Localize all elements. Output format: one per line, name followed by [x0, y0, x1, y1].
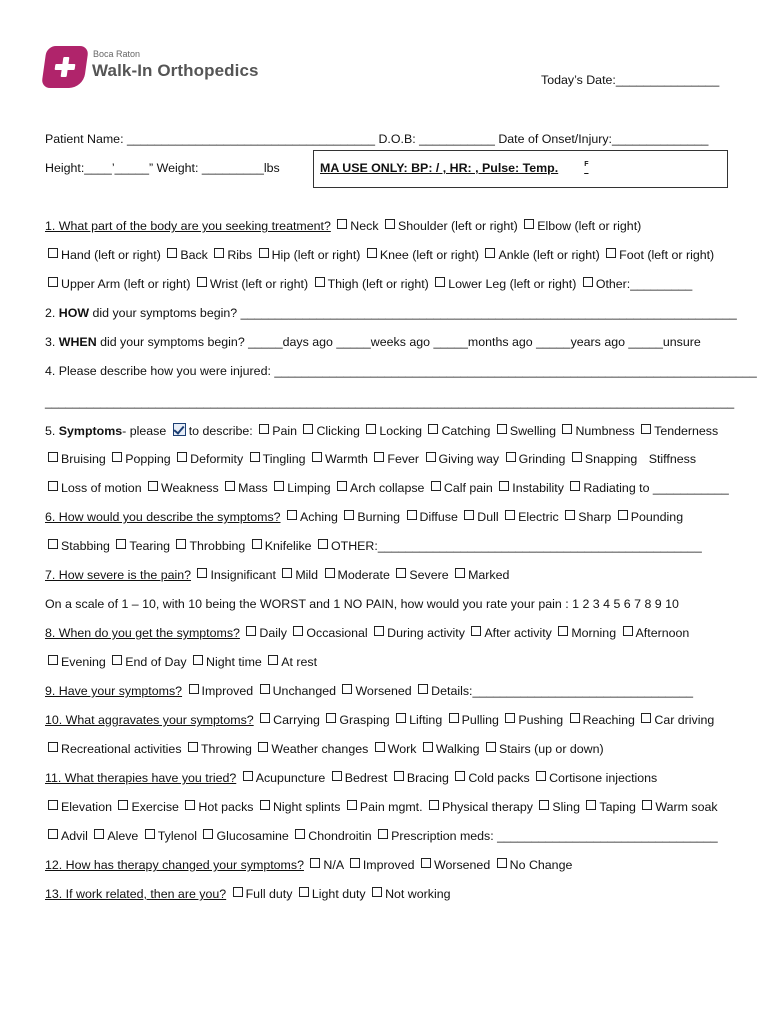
checkbox[interactable]: [243, 771, 253, 781]
checkbox[interactable]: [375, 742, 385, 752]
checkbox[interactable]: [499, 481, 509, 491]
patient-info-line[interactable]: Patient Name: ____________________________________ D.O.B: ___________ Date of Onset/Injury:______________: [45, 132, 709, 146]
checkbox[interactable]: [148, 481, 158, 491]
q13-row: 13. If work related, then are you? Full duty Light duty Not working: [45, 887, 451, 901]
q12-question: 12. How has therapy changed your symptoms?: [45, 858, 304, 872]
checkbox[interactable]: [259, 248, 269, 258]
q5-row2: Bruising Popping Deformity Tingling Warmth Fever Giving way Grinding Snapping Stiffness: [45, 452, 696, 466]
checkbox[interactable]: [260, 713, 270, 723]
checkbox[interactable]: [193, 655, 203, 665]
q7-question: 7. How severe is the pain?: [45, 568, 192, 582]
q9-row: 9. Have your symptoms? Improved Unchanged Worsened Details:________________________________: [45, 684, 693, 698]
checkbox[interactable]: [378, 829, 388, 839]
pain-scale-row[interactable]: On a scale of 1 – 10, with 10 being the WORST and 1 NO PAIN, how would you rate your pain : 1 2 3 4 5 6 7 8 9 10: [45, 597, 679, 611]
checkbox[interactable]: [536, 771, 546, 781]
checkbox[interactable]: [197, 277, 207, 287]
checkbox[interactable]: [618, 510, 628, 520]
checkbox[interactable]: [177, 452, 187, 462]
checkbox[interactable]: [426, 452, 436, 462]
q11-row3: Advil Aleve Tylenol Glucosamine Chondroitin Prescription meds: ________________________________: [45, 829, 718, 843]
checkbox[interactable]: [428, 424, 438, 434]
checkbox[interactable]: [118, 800, 128, 810]
checkbox[interactable]: [606, 248, 616, 258]
checkbox[interactable]: [385, 219, 395, 229]
checkbox[interactable]: [506, 452, 516, 462]
checkbox[interactable]: [185, 800, 195, 810]
checkbox[interactable]: [423, 742, 433, 752]
checkbox[interactable]: [471, 626, 481, 636]
checkbox[interactable]: [570, 713, 580, 723]
checkbox[interactable]: [505, 713, 515, 723]
checkbox[interactable]: [250, 452, 260, 462]
q7-row: 7. How severe is the pain? Insignificant Mild Moderate Severe Marked: [45, 568, 510, 582]
checkbox[interactable]: [293, 626, 303, 636]
checkbox[interactable]: [48, 655, 58, 665]
checked-box-icon: [173, 423, 186, 436]
checkbox[interactable]: [214, 248, 224, 258]
checkbox[interactable]: [350, 858, 360, 868]
checkbox[interactable]: [505, 510, 515, 520]
checkbox[interactable]: [203, 829, 213, 839]
checkbox[interactable]: [429, 800, 439, 810]
q8-question: 8. When do you get the symptoms?: [45, 626, 240, 640]
q11-question: 11. What therapies have you tried?: [45, 771, 237, 785]
checkbox[interactable]: [176, 539, 186, 549]
checkbox[interactable]: [332, 771, 342, 781]
checkbox[interactable]: [48, 829, 58, 839]
checkbox[interactable]: [112, 452, 122, 462]
checkbox[interactable]: [641, 424, 651, 434]
checkbox[interactable]: [48, 742, 58, 752]
checkbox[interactable]: [464, 510, 474, 520]
checkbox[interactable]: [565, 510, 575, 520]
checkbox[interactable]: [497, 424, 507, 434]
q1-row: 1. What part of the body are you seeking treatment? Neck Shoulder (left or right) Elbow (left or right): [45, 219, 642, 233]
checkbox[interactable]: [497, 858, 507, 868]
checkbox[interactable]: [260, 800, 270, 810]
checkbox[interactable]: [431, 481, 441, 491]
checkbox[interactable]: [189, 684, 199, 694]
checkbox[interactable]: [282, 568, 292, 578]
checkbox[interactable]: [145, 829, 155, 839]
q3-row[interactable]: 3. WHEN did your symptoms begin? _____days ago _____weeks ago _____months ago _____years ago _____unsure: [45, 335, 701, 349]
checkbox[interactable]: [287, 510, 297, 520]
checkbox[interactable]: [325, 568, 335, 578]
todays-date-field[interactable]: Today’s Date:_______________: [541, 73, 720, 87]
checkbox[interactable]: [48, 539, 58, 549]
q10-row: 10. What aggravates your symptoms? Carrying Grasping Lifting Pulling Pushing Reaching Car driving: [45, 713, 715, 727]
checkbox[interactable]: [48, 277, 58, 287]
checkbox[interactable]: [337, 219, 347, 229]
checkbox[interactable]: [570, 481, 580, 491]
logo-name: Walk-In Orthopedics: [92, 61, 259, 80]
checkbox[interactable]: [310, 858, 320, 868]
checkbox[interactable]: [48, 800, 58, 810]
checkbox[interactable]: [274, 481, 284, 491]
checkbox[interactable]: [421, 858, 431, 868]
checkbox[interactable]: [337, 481, 347, 491]
checkbox[interactable]: [233, 887, 243, 897]
checkbox[interactable]: [167, 248, 177, 258]
checkbox[interactable]: [48, 452, 58, 462]
checkbox[interactable]: [295, 829, 305, 839]
logo-location: Boca Raton: [93, 49, 141, 59]
checkbox[interactable]: [347, 800, 357, 810]
q6-question: 6. How would you describe the symptoms?: [45, 510, 281, 524]
checkbox[interactable]: [623, 626, 633, 636]
checkbox[interactable]: [94, 829, 104, 839]
checkbox[interactable]: [197, 568, 207, 578]
q4-continuation-line[interactable]: ____________________________________________________________________________________________________: [45, 395, 735, 409]
checkbox[interactable]: [558, 626, 568, 636]
checkbox[interactable]: [486, 742, 496, 752]
checkbox[interactable]: [583, 277, 593, 287]
checkbox[interactable]: [344, 510, 354, 520]
height-weight-line[interactable]: Height:____’_____” Weight: _________lbs: [45, 161, 280, 175]
checkbox[interactable]: [260, 684, 270, 694]
q9-question: 9. Have your symptoms?: [45, 684, 183, 698]
checkbox[interactable]: [449, 713, 459, 723]
q4-row[interactable]: 4. Please describe how you were injured: ______________________________________________________________________: [45, 364, 757, 378]
checkbox[interactable]: [524, 219, 534, 229]
checkbox[interactable]: [116, 539, 126, 549]
checkbox[interactable]: [225, 481, 235, 491]
checkbox[interactable]: [48, 248, 58, 258]
checkbox[interactable]: [326, 713, 336, 723]
q2-row[interactable]: 2. HOW did your symptoms begin? ________________________________________________________________________: [45, 306, 737, 320]
checkbox[interactable]: [367, 248, 377, 258]
checkbox[interactable]: [259, 424, 269, 434]
q6-row: 6. How would you describe the symptoms? Aching Burning Diffuse Dull Electric Sharp Pounding: [45, 510, 684, 524]
clinic-logo: [44, 46, 304, 88]
checkbox[interactable]: [455, 568, 465, 578]
q13-question: 13. If work related, then are you?: [45, 887, 227, 901]
checkbox[interactable]: [455, 771, 465, 781]
checkbox[interactable]: [396, 568, 406, 578]
q8-row: 8. When do you get the symptoms? Daily Occasional During activity After activity Morning Afternoon: [45, 626, 690, 640]
checkbox[interactable]: [407, 510, 417, 520]
checkbox[interactable]: [342, 684, 352, 694]
checkbox[interactable]: [642, 800, 652, 810]
q1-row2: Hand (left or right) Back Ribs Hip (left or right) Knee (left or right) Ankle (left or right) Foot (left or right): [45, 248, 714, 262]
checkbox[interactable]: [586, 800, 596, 810]
checkbox[interactable]: [268, 655, 278, 665]
q11-row2: Elevation Exercise Hot packs Night splints Pain mgmt. Physical therapy Sling Taping Warm soak: [45, 800, 718, 814]
checkbox[interactable]: [418, 684, 428, 694]
checkbox[interactable]: [188, 742, 198, 752]
checkbox[interactable]: [572, 452, 582, 462]
checkbox[interactable]: [303, 424, 313, 434]
checkbox[interactable]: [374, 626, 384, 636]
checkbox[interactable]: [374, 452, 384, 462]
checkbox[interactable]: [312, 452, 322, 462]
checkbox[interactable]: [299, 887, 309, 897]
checkbox[interactable]: [435, 277, 445, 287]
q1-question: 1. What part of the body are you seeking treatment?: [45, 219, 331, 233]
q1-row3: Upper Arm (left or right) Wrist (left or right) Thigh (left or right) Lower Leg (left or right) Other:_________: [45, 277, 692, 291]
ma-use-vitals[interactable]: MA USE ONLY: BP: / , HR: , Pulse: Temp. $^F$: [320, 161, 589, 175]
checkbox[interactable]: [318, 539, 328, 549]
checkbox[interactable]: [539, 800, 549, 810]
checkbox[interactable]: [112, 655, 122, 665]
checkbox[interactable]: [485, 248, 495, 258]
q10-row2: Recreational activities Throwing Weather changes Work Walking Stairs (up or down): [45, 742, 604, 756]
checkbox[interactable]: [258, 742, 268, 752]
checkbox[interactable]: [48, 481, 58, 491]
checkbox[interactable]: [372, 887, 382, 897]
checkbox[interactable]: [315, 277, 325, 287]
checkbox[interactable]: [641, 713, 651, 723]
checkbox[interactable]: [246, 626, 256, 636]
q5-row: 5. Symptoms- please to describe: Pain Clicking Locking Catching Swelling Numbness Tenderness: [45, 424, 719, 438]
q5-row3: Loss of motion Weakness Mass Limping Arch collapse Calf pain Instability Radiating to ___________: [45, 481, 729, 495]
q10-question: 10. What aggravates your symptoms?: [45, 713, 254, 727]
q8-row2: Evening End of Day Night time At rest: [45, 655, 317, 669]
checkbox[interactable]: [366, 424, 376, 434]
checkbox[interactable]: [394, 771, 404, 781]
q11-row: 11. What therapies have you tried? Acupuncture Bedrest Bracing Cold packs Cortisone injections: [45, 771, 658, 785]
q6-row2: Stabbing Tearing Throbbing Knifelike OTHER:_______________________________________________: [45, 539, 702, 553]
q12-row: 12. How has therapy changed your symptoms? N/A Improved Worsened No Change: [45, 858, 573, 872]
plus-logo-icon: [41, 46, 89, 88]
checkbox[interactable]: [562, 424, 572, 434]
checkbox[interactable]: [396, 713, 406, 723]
checkbox[interactable]: [252, 539, 262, 549]
